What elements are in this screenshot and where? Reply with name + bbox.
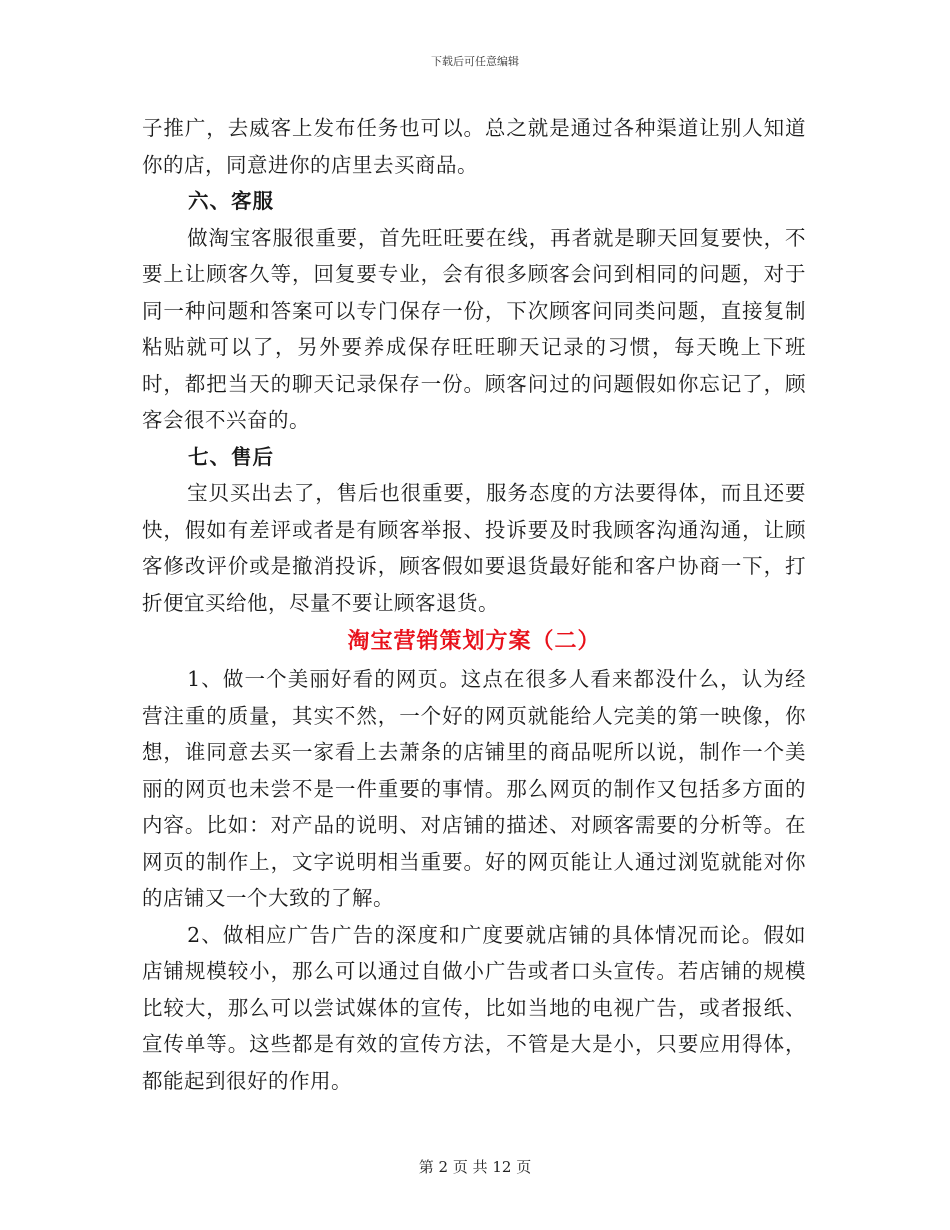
- document-title-part-two: 淘宝营销策划方案（二）: [347, 628, 601, 654]
- paragraph-point-one: 1、做一个美丽好看的网页。这点在很多人看来都没什么，认为经营注重的质量，其实不然，一个好的网页就能给人完美的第一映像，你想，谁同意去买一家看上去萧条的店铺里的商品呢所以说，制作一个美丽的网页也未尝不是一件重要的事情。那么网页的制作又包括多方面的内容。比如：对产品的说明、对店铺的描述、对顾客需要的分析等。在网页的制作上，文字说明相当重要。好的网页能让人通过浏览就能对你的店铺又一个大致的了解。: [142, 667, 806, 910]
- document-body: [142, 110, 806, 1099]
- page-header-note: 下载后可任意编辑: [431, 55, 519, 68]
- section-heading-customer-service: 六、客服: [188, 189, 274, 213]
- paragraph-customer-service: 做淘宝客服很重要，首先旺旺要在线，再者就是聊天回复要快，不要上让顾客久等，回复要专业，会有很多顾客会问到相同的问题，对于同一种问题和答案可以专门保存一份，下次顾客问同类问题，直接复制粘贴就可以了，另外要养成保存旺旺聊天记录的习惯，每天晚上下班时，都把当天的聊天记录保存一份。顾客问过的问题假如你忘记了，顾客会很不兴奋的。: [142, 225, 806, 432]
- paragraph-point-two: 2、做相应广告广告的深度和广度要就店铺的具体情况而论。假如店铺规模较小，那么可以通过自做小广告或者口头宣传。若店铺的规模比较大，那么可以尝试媒体的宣传，比如当地的电视广告，或者报纸、宣传单等。这些都是有效的宣传方法，不管是大是小，只要应用得体，都能起到很好的作用。: [142, 922, 806, 1093]
- section-heading-after-sales: 七、售后: [188, 444, 274, 469]
- paragraph-promotion-continued: 子推广，去威客上发布任务也可以。总之就是通过各种渠道让别人知道你的店，同意进你的店里去买商品。: [142, 116, 806, 177]
- page-footer-number: 第 2 页 共 12 页: [418, 1158, 532, 1176]
- paragraph-after-sales: 宝贝买出去了，售后也很重要，服务态度的方法要得体，而且还要快，假如有差评或者是有顾客举报、投诉要及时我顾客沟通沟通，让顾客修改评价或是撤消投诉，顾客假如要退货最好能和客户协商一下，打折便宜买给他，尽量不要让顾客退货。: [142, 481, 806, 615]
